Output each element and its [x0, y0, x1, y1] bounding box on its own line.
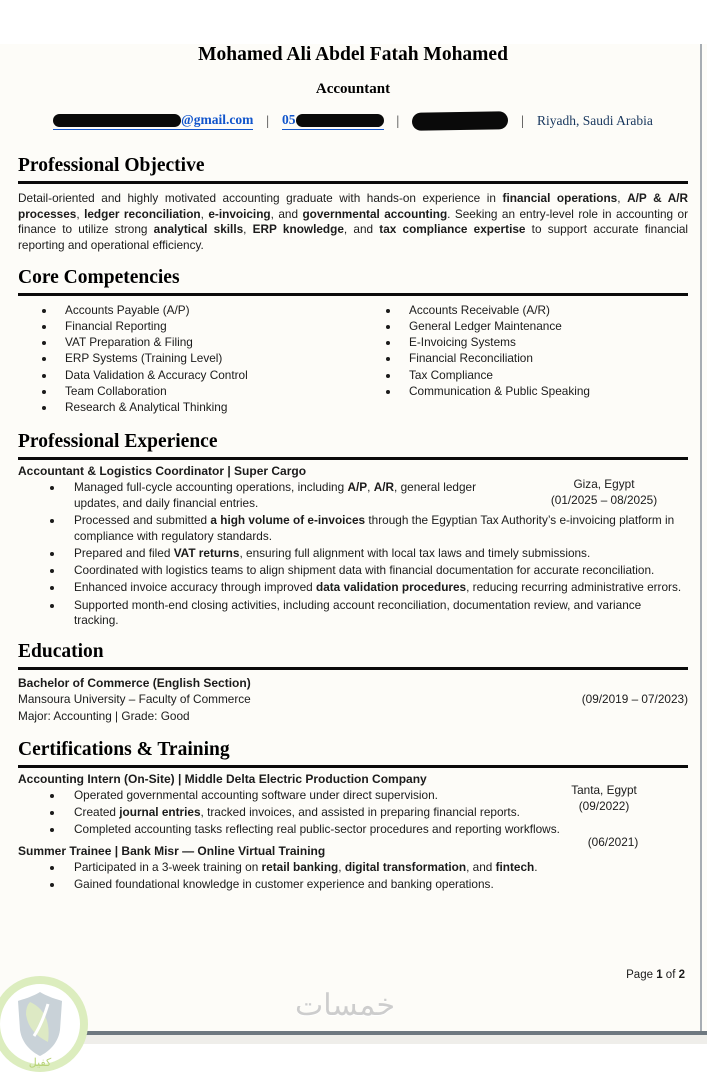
certification-dates: (09/2022)	[578, 799, 630, 814]
education-entry	[18, 675, 688, 725]
experience-bullet: • Supported month-end closing activities, including account reconciliation, documentation review, and variance tracking.	[64, 598, 688, 629]
education-university: Mansoura University – Faculty of Commerce	[18, 692, 251, 707]
section-heading-education: Education	[18, 641, 688, 670]
competency-item: • Research & Analytical Thinking	[56, 400, 340, 416]
certification-bullet: • Completed accounting tasks reflecting real public-sector procedures and reporting workflows.	[64, 822, 574, 838]
section-heading-competencies: Core Competencies	[18, 267, 688, 296]
experience-bullet: • Managed full-cycle accounting operations, including A/P, A/R, general ledger updates, and daily financial entries.	[64, 480, 688, 511]
certification-bullet: • Created journal entries, tracked invoices, and assisted in preparing financial reports.	[64, 805, 534, 821]
section-education	[18, 641, 688, 725]
competency-item: • Accounts Receivable (A/R)	[400, 303, 590, 319]
experience-bullet: • Enhanced invoice accuracy through improved data validation procedures, reducing recurring administrative errors.	[64, 580, 688, 596]
experience-bullet: • Coordinated with logistics teams to align shipment data with financial documentation for accurate reconciliation.	[64, 563, 688, 579]
objective-paragraph: Detail-oriented and highly motivated accounting graduate with hands-on experience in financial operations, A/P & A/R processes, ledger reconciliation, e-invoicing, and governmental accounting. Seeking an entry-level role in accounting or finance to utilize strong analytical skills, ERP knowledge, and tax compliance expertise to support accurate financial reporting and operational efficiency.	[18, 191, 689, 253]
experience-bullet: • Prepared and filed VAT returns, ensuring full alignment with local tax laws and timely submissions.	[64, 546, 688, 562]
contact-separator: |	[521, 113, 524, 128]
candidate-name: Mohamed Ali Abdel Fatah Mohamed	[198, 44, 508, 65]
contact-separator: |	[396, 113, 400, 128]
competency-item: • Data Validation & Accuracy Control	[56, 368, 340, 384]
certification-bullet-list	[18, 860, 688, 893]
competencies-right-column	[340, 303, 590, 416]
certification-bullet: • Participated in a 3-week training on retail banking, digital transformation, and fintech.	[64, 860, 688, 876]
contact-separator: |	[266, 113, 270, 128]
competency-item: • Communication & Public Speaking	[400, 384, 590, 400]
education-dates: (09/2019 – 07/2023)	[581, 691, 688, 706]
section-heading-experience: Professional Experience	[18, 431, 688, 460]
certification-title: Accounting Intern (On-Site) | Middle Delta Electric Production Company	[18, 772, 427, 787]
section-professional-objective	[18, 155, 688, 254]
location-text: Riyadh, Saudi Arabia	[536, 113, 653, 128]
redacted-phone	[296, 114, 384, 127]
competency-item: • E-Invoicing Systems	[400, 335, 590, 351]
candidate-job-title: Accountant	[315, 81, 391, 97]
section-core-competencies	[18, 267, 688, 416]
competency-item: • General Ledger Maintenance	[400, 319, 590, 335]
education-degree: Bachelor of Commerce (English Section)	[18, 675, 251, 690]
certification-dates: (06/2021)	[587, 834, 639, 849]
experience-job-title: Accountant & Logistics Coordinator | Super Cargo	[18, 464, 307, 479]
logo-arabic-text: كفيل	[28, 1057, 52, 1069]
section-professional-experience	[18, 431, 688, 630]
email-visible-text: @gmail.com	[181, 112, 254, 127]
competencies-columns	[18, 303, 688, 416]
redacted-contact-item	[412, 111, 508, 131]
resume-page	[0, 44, 707, 1069]
experience-entry	[18, 464, 688, 630]
certification-entry	[18, 772, 688, 840]
certification-location: Tanta, Egypt	[571, 783, 637, 798]
khamsat-watermark-text: خمسات	[295, 989, 396, 1022]
competency-item: • Team Collaboration	[56, 384, 340, 400]
section-heading-certifications: Certifications & Training	[18, 739, 688, 768]
phone-link[interactable]	[282, 112, 384, 130]
right-edge-line	[700, 44, 702, 1031]
experience-location: Giza, Egypt	[573, 477, 635, 492]
email-link[interactable]	[53, 112, 253, 130]
page-number: Page 1 of 2	[626, 969, 685, 981]
competency-item: • VAT Preparation & Filing	[56, 335, 340, 351]
certification-entry	[18, 834, 688, 894]
redacted-email	[53, 114, 181, 127]
experience-location-dates	[520, 476, 688, 508]
shield-logo-icon	[0, 974, 90, 1074]
competencies-left-column	[18, 303, 340, 416]
phone-visible-text: 05	[282, 112, 296, 127]
competency-item: • Tax Compliance	[400, 368, 590, 384]
certification-location-dates	[520, 782, 688, 814]
competency-item: • Financial Reporting	[56, 319, 340, 335]
below-edge-area	[0, 1035, 707, 1044]
section-heading-objective: Professional Objective	[18, 155, 688, 184]
certification-bullet: • Operated governmental accounting software under direct supervision.	[64, 788, 674, 804]
section-certifications-training	[18, 739, 688, 894]
education-major-grade: Major: Accounting | Grade: Good	[18, 708, 190, 723]
certification-title: Summer Trainee | Bank Misr — Online Virtual Training	[18, 843, 326, 858]
contact-line	[18, 112, 688, 130]
certification-bullet: • Gained foundational knowledge in customer experience and banking operations.	[64, 877, 688, 893]
competency-item: • Financial Reconciliation	[400, 351, 590, 367]
experience-dates: (01/2025 – 08/2025)	[550, 493, 658, 508]
experience-bullet: • Processed and submitted a high volume of e-invoices through the Egyptian Tax Authority’s e-invoicing platform in compliance with regulatory standards.	[64, 513, 688, 544]
competency-item: • ERP Systems (Training Level)	[56, 351, 340, 367]
competency-item: • Accounts Payable (A/P)	[56, 303, 340, 319]
